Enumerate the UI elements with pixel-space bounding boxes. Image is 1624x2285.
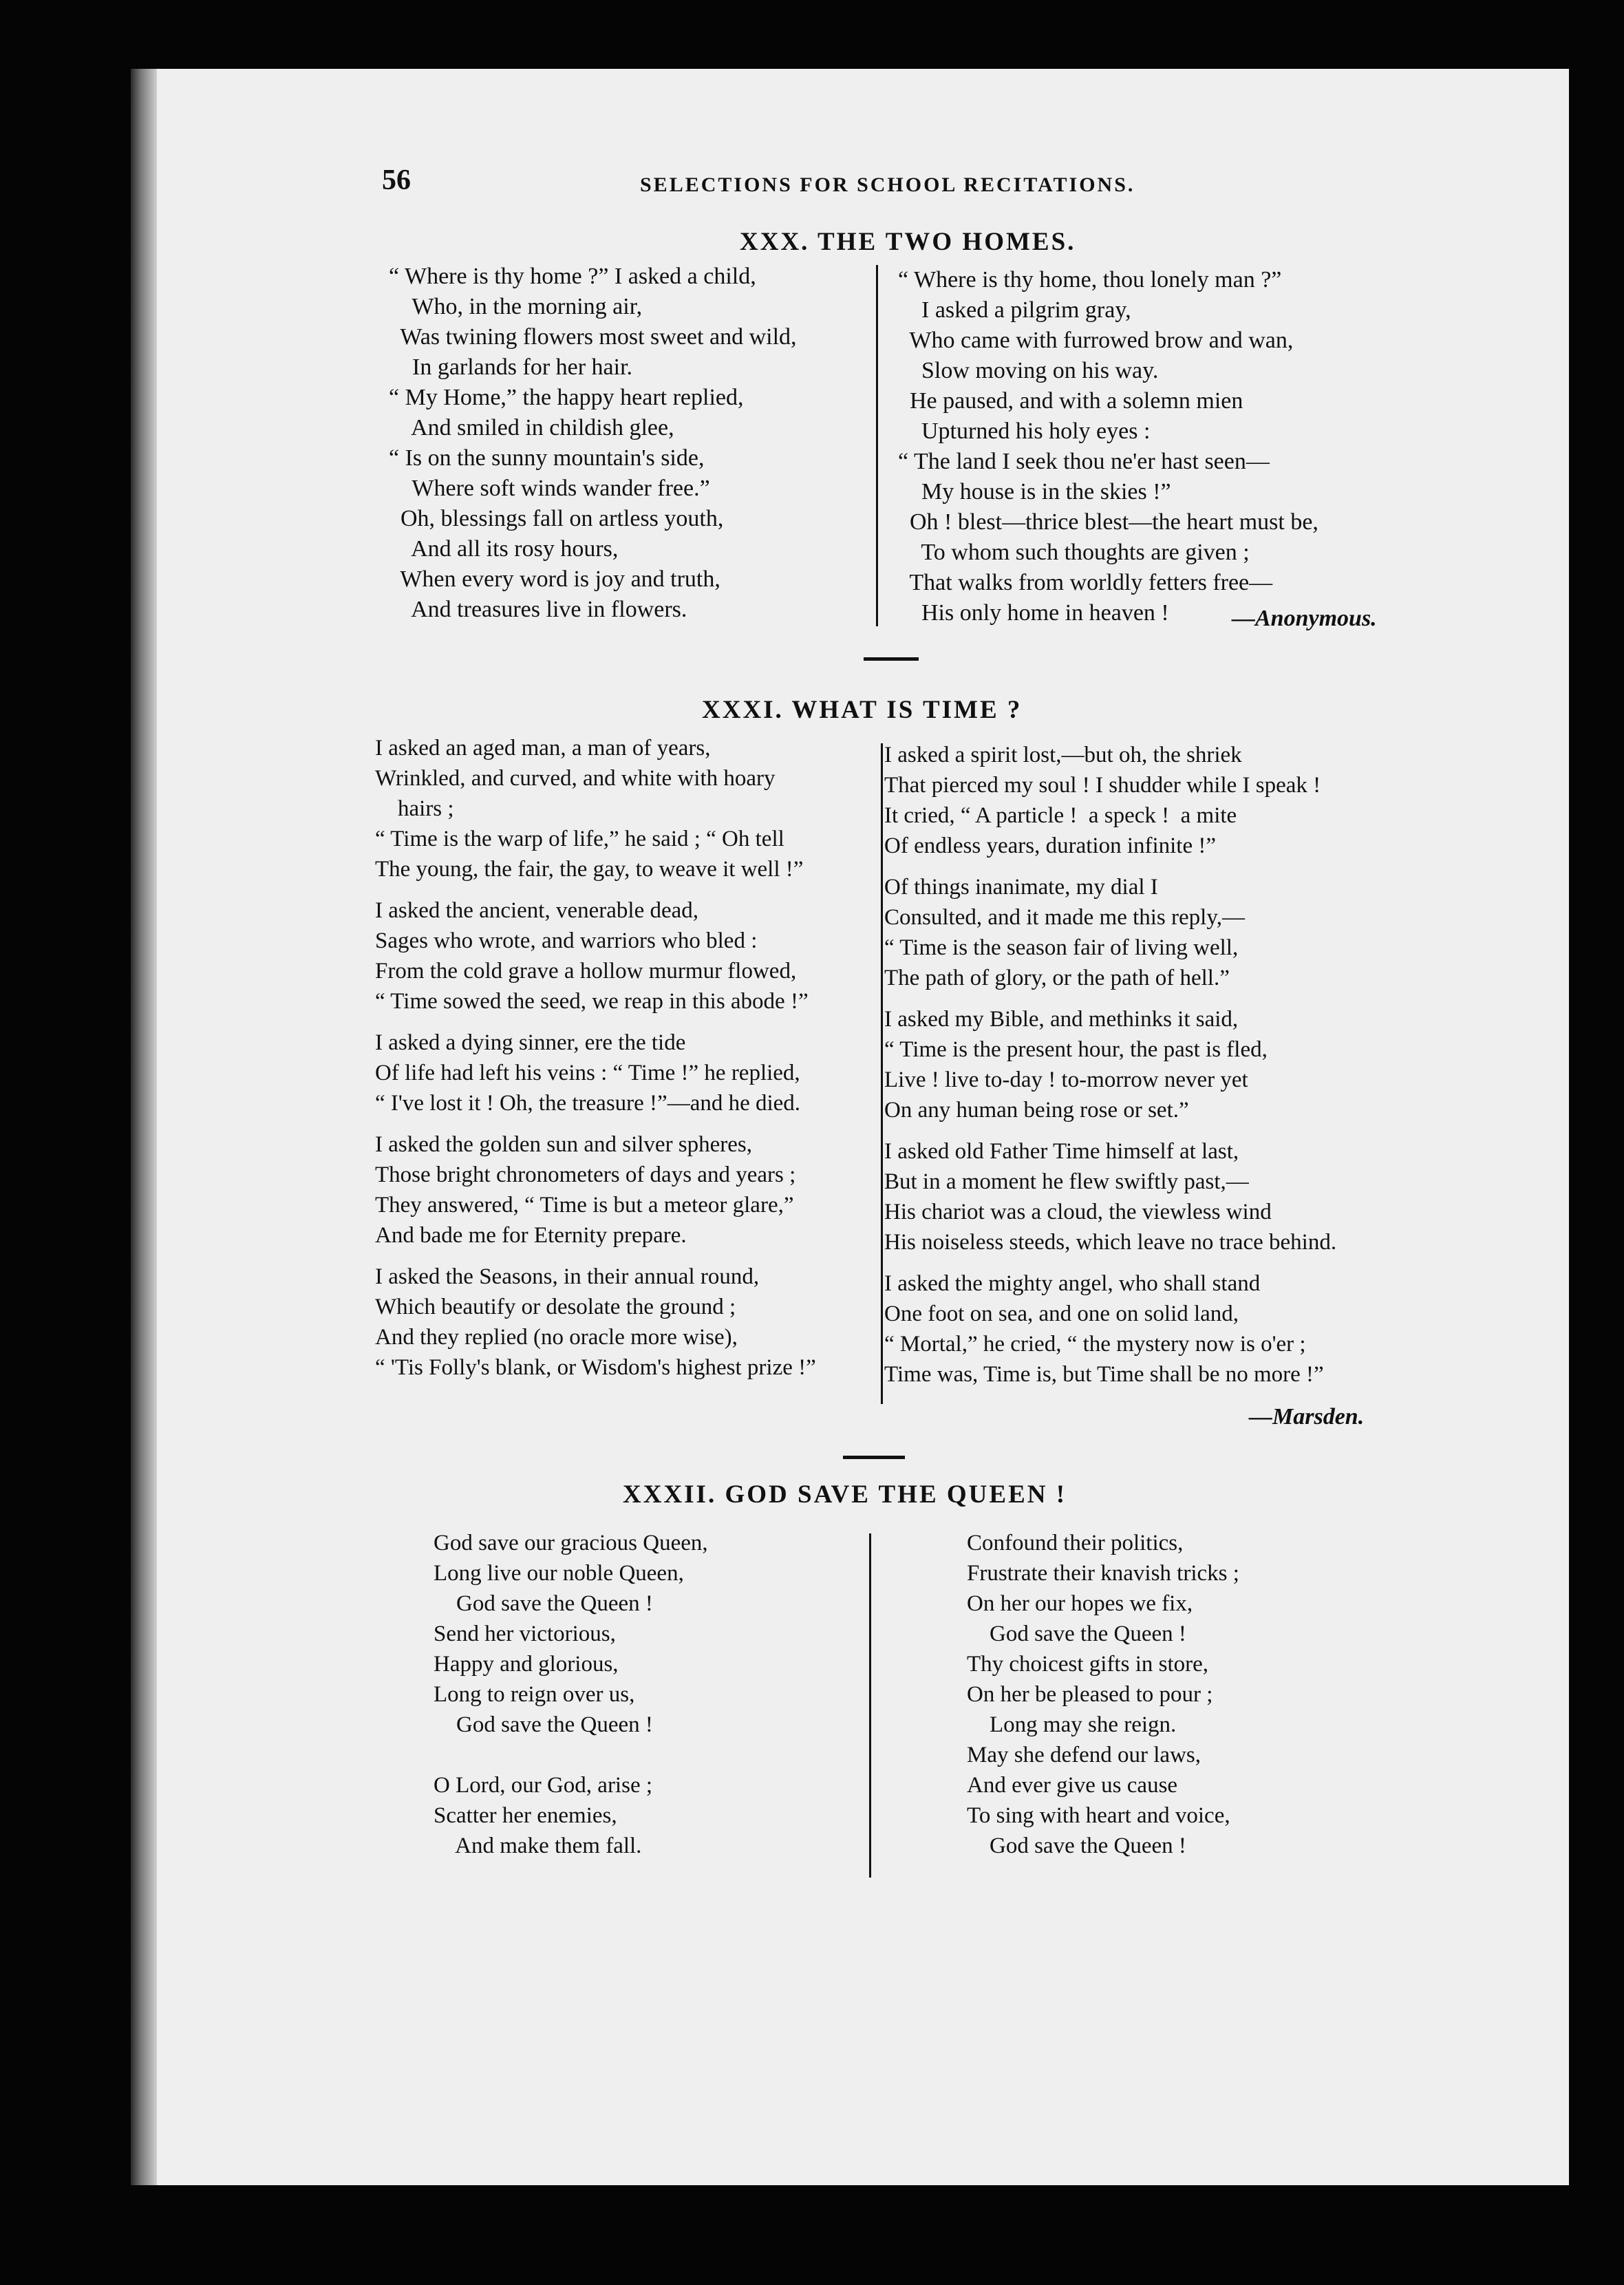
- stanza: [375, 1129, 816, 1251]
- poem-line: And all its rosy hours,: [389, 536, 619, 562]
- poem-line: “ Time is the present hour, the past is fled,: [884, 1037, 1268, 1062]
- stanza: [884, 1004, 1336, 1125]
- poem-line: I asked the mighty angel, who shall stand: [884, 1271, 1261, 1296]
- page-binding-edge: [131, 69, 157, 2185]
- poem-line: Who, in the morning air,: [389, 294, 643, 319]
- poem-line: His only home in heaven !: [898, 600, 1169, 626]
- stanza: [434, 1770, 708, 1861]
- poem-line: The young, the fair, the gay, to weave it well !”: [375, 857, 804, 882]
- poem-line: Frustrate their knavish tricks ;: [967, 1561, 1239, 1586]
- book-page: [131, 69, 1569, 2185]
- poem-line: That pierced my soul ! I shudder while I speak !: [884, 773, 1321, 798]
- poem-line: Wrinkled, and curved, and white with hoary: [375, 766, 776, 791]
- column-divider: [881, 743, 883, 1404]
- poem-line: Send her victorious,: [434, 1622, 616, 1646]
- poem-line: My house is in the skies !”: [898, 479, 1171, 504]
- poem-line: His chariot was a cloud, the viewless wind: [884, 1200, 1272, 1224]
- poem-line: Who came with furrowed brow and wan,: [898, 328, 1294, 353]
- poem-line: Long to reign over us,: [434, 1682, 635, 1707]
- poem-line: To whom such thoughts are given ;: [898, 540, 1250, 565]
- poem-line: God save our gracious Queen,: [434, 1531, 708, 1555]
- poem-line: Of life had left his veins : “ Time !” he replied,: [375, 1061, 800, 1085]
- poem-line: I asked old Father Time himself at last,: [884, 1139, 1239, 1164]
- poem-what-is-time-left-column: [375, 733, 816, 1394]
- poem-line: That walks from worldly fetters free—: [898, 570, 1273, 595]
- poem-line: Happy and glorious,: [434, 1652, 619, 1677]
- poem-line: I asked an aged man, a man of years,: [375, 736, 711, 761]
- poem-line: Consulted, and it made me this reply,—: [884, 905, 1245, 930]
- poem-line: Which beautify or desolate the ground ;: [375, 1295, 736, 1319]
- poem-two-homes-right-column: [898, 265, 1318, 628]
- attribution-marsden: —Marsden.: [1249, 1404, 1365, 1430]
- poem-line: “ My Home,” the happy heart replied,: [389, 385, 744, 410]
- poem-line: Thy choicest gifts in store,: [967, 1652, 1209, 1677]
- section-separator: [864, 657, 919, 661]
- poem-line: May she defend our laws,: [967, 1743, 1201, 1767]
- running-title: SELECTIONS FOR SCHOOL RECITATIONS.: [640, 173, 1135, 196]
- poem-title-god-save-the-queen: XXXII. GOD SAVE THE QUEEN !: [623, 1480, 1067, 1509]
- stanza: [434, 1528, 708, 1740]
- poem-line: Time was, Time is, but Time shall be no more !”: [884, 1362, 1324, 1387]
- poem-line: Where soft winds wander free.”: [389, 476, 710, 501]
- poem-line: God save the Queen !: [967, 1834, 1186, 1858]
- poem-line: God save the Queen !: [434, 1712, 653, 1737]
- poem-line: And treasures live in flowers.: [389, 597, 687, 622]
- poem-line: Was twining flowers most sweet and wild,: [389, 324, 797, 350]
- poem-god-save-queen-right-column: [967, 1528, 1239, 1872]
- poem-line: Long may she reign.: [967, 1712, 1177, 1737]
- poem-line: I asked the ancient, venerable dead,: [375, 898, 699, 923]
- poem-line: Confound their politics,: [967, 1531, 1184, 1555]
- poem-line: Sages who wrote, and warriors who bled :: [375, 928, 758, 953]
- poem-line: And bade me for Eternity prepare.: [375, 1223, 687, 1248]
- poem-line: One foot on sea, and one on solid land,: [884, 1301, 1239, 1326]
- poem-line: Those bright chronometers of days and years ;: [375, 1162, 796, 1187]
- poem-line: From the cold grave a hollow murmur flowed,: [375, 959, 797, 984]
- poem-line: His noiseless steeds, which leave no trace behind.: [884, 1230, 1337, 1255]
- poem-title-what-is-time: XXXI. WHAT IS TIME ?: [702, 696, 1023, 724]
- stanza: [884, 1268, 1336, 1390]
- stanza: [375, 895, 816, 1017]
- poem-line: And smiled in childish glee,: [389, 415, 674, 440]
- poem-line: “ Mortal,” he cried, “ the mystery now is o'er ;: [884, 1332, 1306, 1357]
- column-divider: [869, 1533, 871, 1878]
- poem-line: On her our hopes we fix,: [967, 1591, 1193, 1616]
- poem-god-save-queen-left-column: [434, 1528, 708, 1891]
- poem-line: And they replied (no oracle more wise),: [375, 1325, 738, 1350]
- poem-line: Oh, blessings fall on artless youth,: [389, 506, 724, 531]
- poem-line: I asked a dying sinner, ere the tide: [375, 1030, 686, 1055]
- poem-line: “ I've lost it ! Oh, the treasure !”—and he died.: [375, 1091, 801, 1116]
- poem-line: I asked the Seasons, in their annual round,: [375, 1264, 760, 1289]
- poem-line: “ Where is thy home, thou lonely man ?”: [898, 267, 1282, 293]
- poem-line: “ Time sowed the seed, we reap in this abode !”: [375, 989, 809, 1014]
- poem-line: But in a moment he flew swiftly past,—: [884, 1169, 1249, 1194]
- stanza: [375, 733, 816, 884]
- stanza: [884, 740, 1336, 861]
- poem-title-two-homes: XXX. THE TWO HOMES.: [740, 228, 1076, 256]
- poem-line: hairs ;: [375, 796, 454, 821]
- poem-line: Oh ! blest—thrice blest—the heart must be,: [898, 509, 1318, 535]
- poem-line: I asked a pilgrim gray,: [898, 297, 1131, 323]
- poem-line: O Lord, our God, arise ;: [434, 1773, 653, 1798]
- section-separator: [843, 1456, 905, 1459]
- poem-line: And ever give us cause: [967, 1773, 1178, 1798]
- stanza: [884, 872, 1336, 993]
- poem-line: “ Where is thy home ?” I asked a child,: [389, 264, 756, 289]
- poem-line: And make them fall.: [434, 1834, 642, 1858]
- poem-line: Of things inanimate, my dial I: [884, 875, 1158, 900]
- poem-line: On her be pleased to pour ;: [967, 1682, 1213, 1707]
- page-number: 56: [382, 164, 411, 196]
- poem-line: Live ! live to-day ! to-morrow never yet: [884, 1067, 1248, 1092]
- poem-line: God save the Queen !: [434, 1591, 653, 1616]
- attribution-anonymous: —Anonymous.: [1232, 606, 1377, 631]
- poem-line: He paused, and with a solemn mien: [898, 388, 1243, 414]
- poem-line: “ The land I seek thou ne'er hast seen—: [898, 449, 1270, 474]
- poem-line: The path of glory, or the path of hell.”: [884, 966, 1230, 990]
- poem-line: It cried, “ A particle ! a speck ! a mite: [884, 803, 1237, 828]
- poem-line: “ 'Tis Folly's blank, or Wisdom's highest prize !”: [375, 1355, 816, 1380]
- poem-line: When every word is joy and truth,: [389, 566, 720, 592]
- poem-line: To sing with heart and voice,: [967, 1803, 1230, 1828]
- poem-line: Long live our noble Queen,: [434, 1561, 684, 1586]
- stanza: [375, 1262, 816, 1383]
- poem-line: I asked a spirit lost,—but oh, the shriek: [884, 743, 1242, 767]
- poem-line: In garlands for her hair.: [389, 354, 633, 380]
- poem-line: God save the Queen !: [967, 1622, 1186, 1646]
- poem-line: They answered, “ Time is but a meteor glare,”: [375, 1193, 794, 1218]
- stanza: [375, 1028, 816, 1118]
- poem-line: I asked my Bible, and methinks it said,: [884, 1007, 1239, 1032]
- stanza: [884, 1136, 1336, 1257]
- poem-what-is-time-right-column: [884, 740, 1336, 1401]
- poem-line: Slow moving on his way.: [898, 358, 1159, 383]
- poem-line: “ Time is the warp of life,” he said ; “ Oh tell: [375, 827, 784, 851]
- poem-line: Scatter her enemies,: [434, 1803, 617, 1828]
- poem-line: On any human being rose or set.”: [884, 1098, 1189, 1123]
- poem-line: I asked the golden sun and silver spheres,: [375, 1132, 753, 1157]
- column-divider: [876, 265, 878, 626]
- stanza: [967, 1528, 1239, 1861]
- poem-two-homes-left-column: [389, 262, 797, 625]
- poem-line: “ Time is the season fair of living well,: [884, 935, 1239, 960]
- poem-line: “ Is on the sunny mountain's side,: [389, 445, 705, 471]
- poem-line: Upturned his holy eyes :: [898, 418, 1151, 444]
- poem-line: Of endless years, duration infinite !”: [884, 833, 1217, 858]
